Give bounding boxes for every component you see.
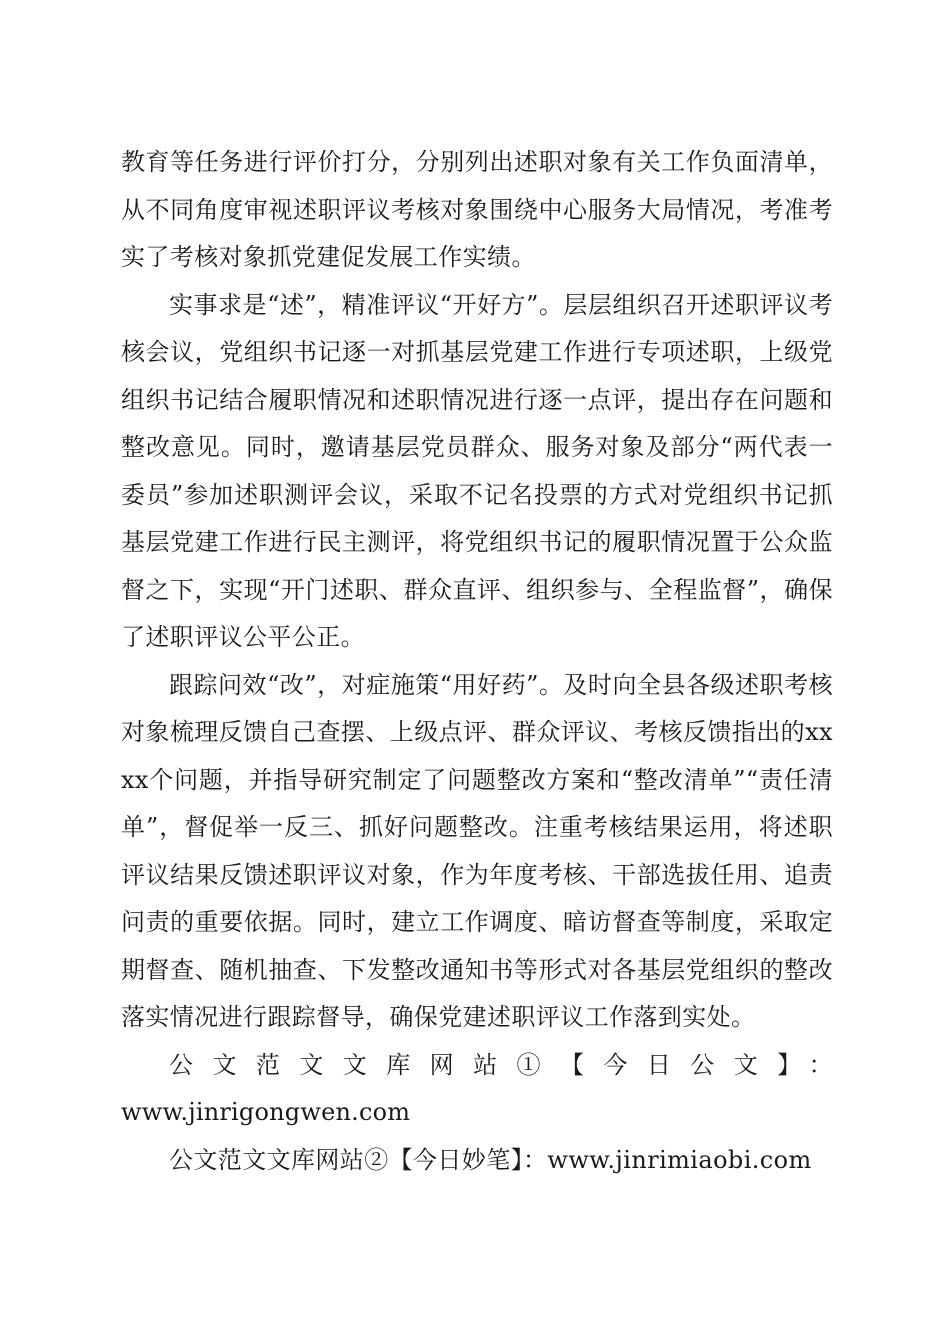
paragraph-report-evaluation: 实事求是“述”，精准评议“开好方”。层层组织召开述职评议考核会议，党组织书记逐一对抓基层党建工作进行专项述职，上级党组织书记结合履职情况和述职情况进行逐一点评，提出存在问题和整改意见。同时，邀请基层党员群众、服务对象及部分“两代表一委员”参加述职测评会议，采取不记名投票的方式对党组织书记抓基层党建工作进行民主测评，将党组织书记的履职情况置于公众监督之下，实现“开门述职、群众直评、组织参与、全程监督”，确保了述职评议公平公正。 (121, 290, 833, 651)
paragraph-follow-up-rectification: 跟踪问效“改”，对症施策“用好药”。及时向全县各级述职考核对象梳理反馈自己查摆、上级点评、群众评议、考核反馈指出的xxxx个问题，并指导研究制定了问题整改方案和“整改清单”“责任清单”，督促举一反三、抓好问题整改。注重考核结果运用，将述职评议结果反馈述职评议对象，作为年度考核、干部选拔任用、追责问责的重要依据。同时，建立工作调度、暗访督查等制度，采取定期督查、随机抽查、下发整改通知书等形式对各基层党组织的整改落实情况进行跟踪督导，确保党建述职评议工作落到实处。 (121, 670, 833, 1031)
paragraph-evaluation-scoring: 教育等任务进行评价打分，分别列出述职对象有关工作负面清单，从不同角度审视述职评议考核对象围绕中心服务大局情况，考准考实了考核对象抓党建促发展工作实绩。 (121, 148, 833, 271)
website-2-label: 公文范文文库网站②【今日妙笔】： (169, 1145, 548, 1174)
document-body (121, 139, 833, 1184)
website-2-url[interactable]: www.jinrimiaobi.com (547, 1145, 812, 1174)
website-1-label: 公文范文文库网站①【今日公文】： (169, 1050, 833, 1079)
website-reference-1 (121, 1042, 833, 1137)
website-1-url[interactable]: www.jinrigongwen.com (121, 1098, 411, 1126)
website-reference-2 (121, 1137, 833, 1185)
